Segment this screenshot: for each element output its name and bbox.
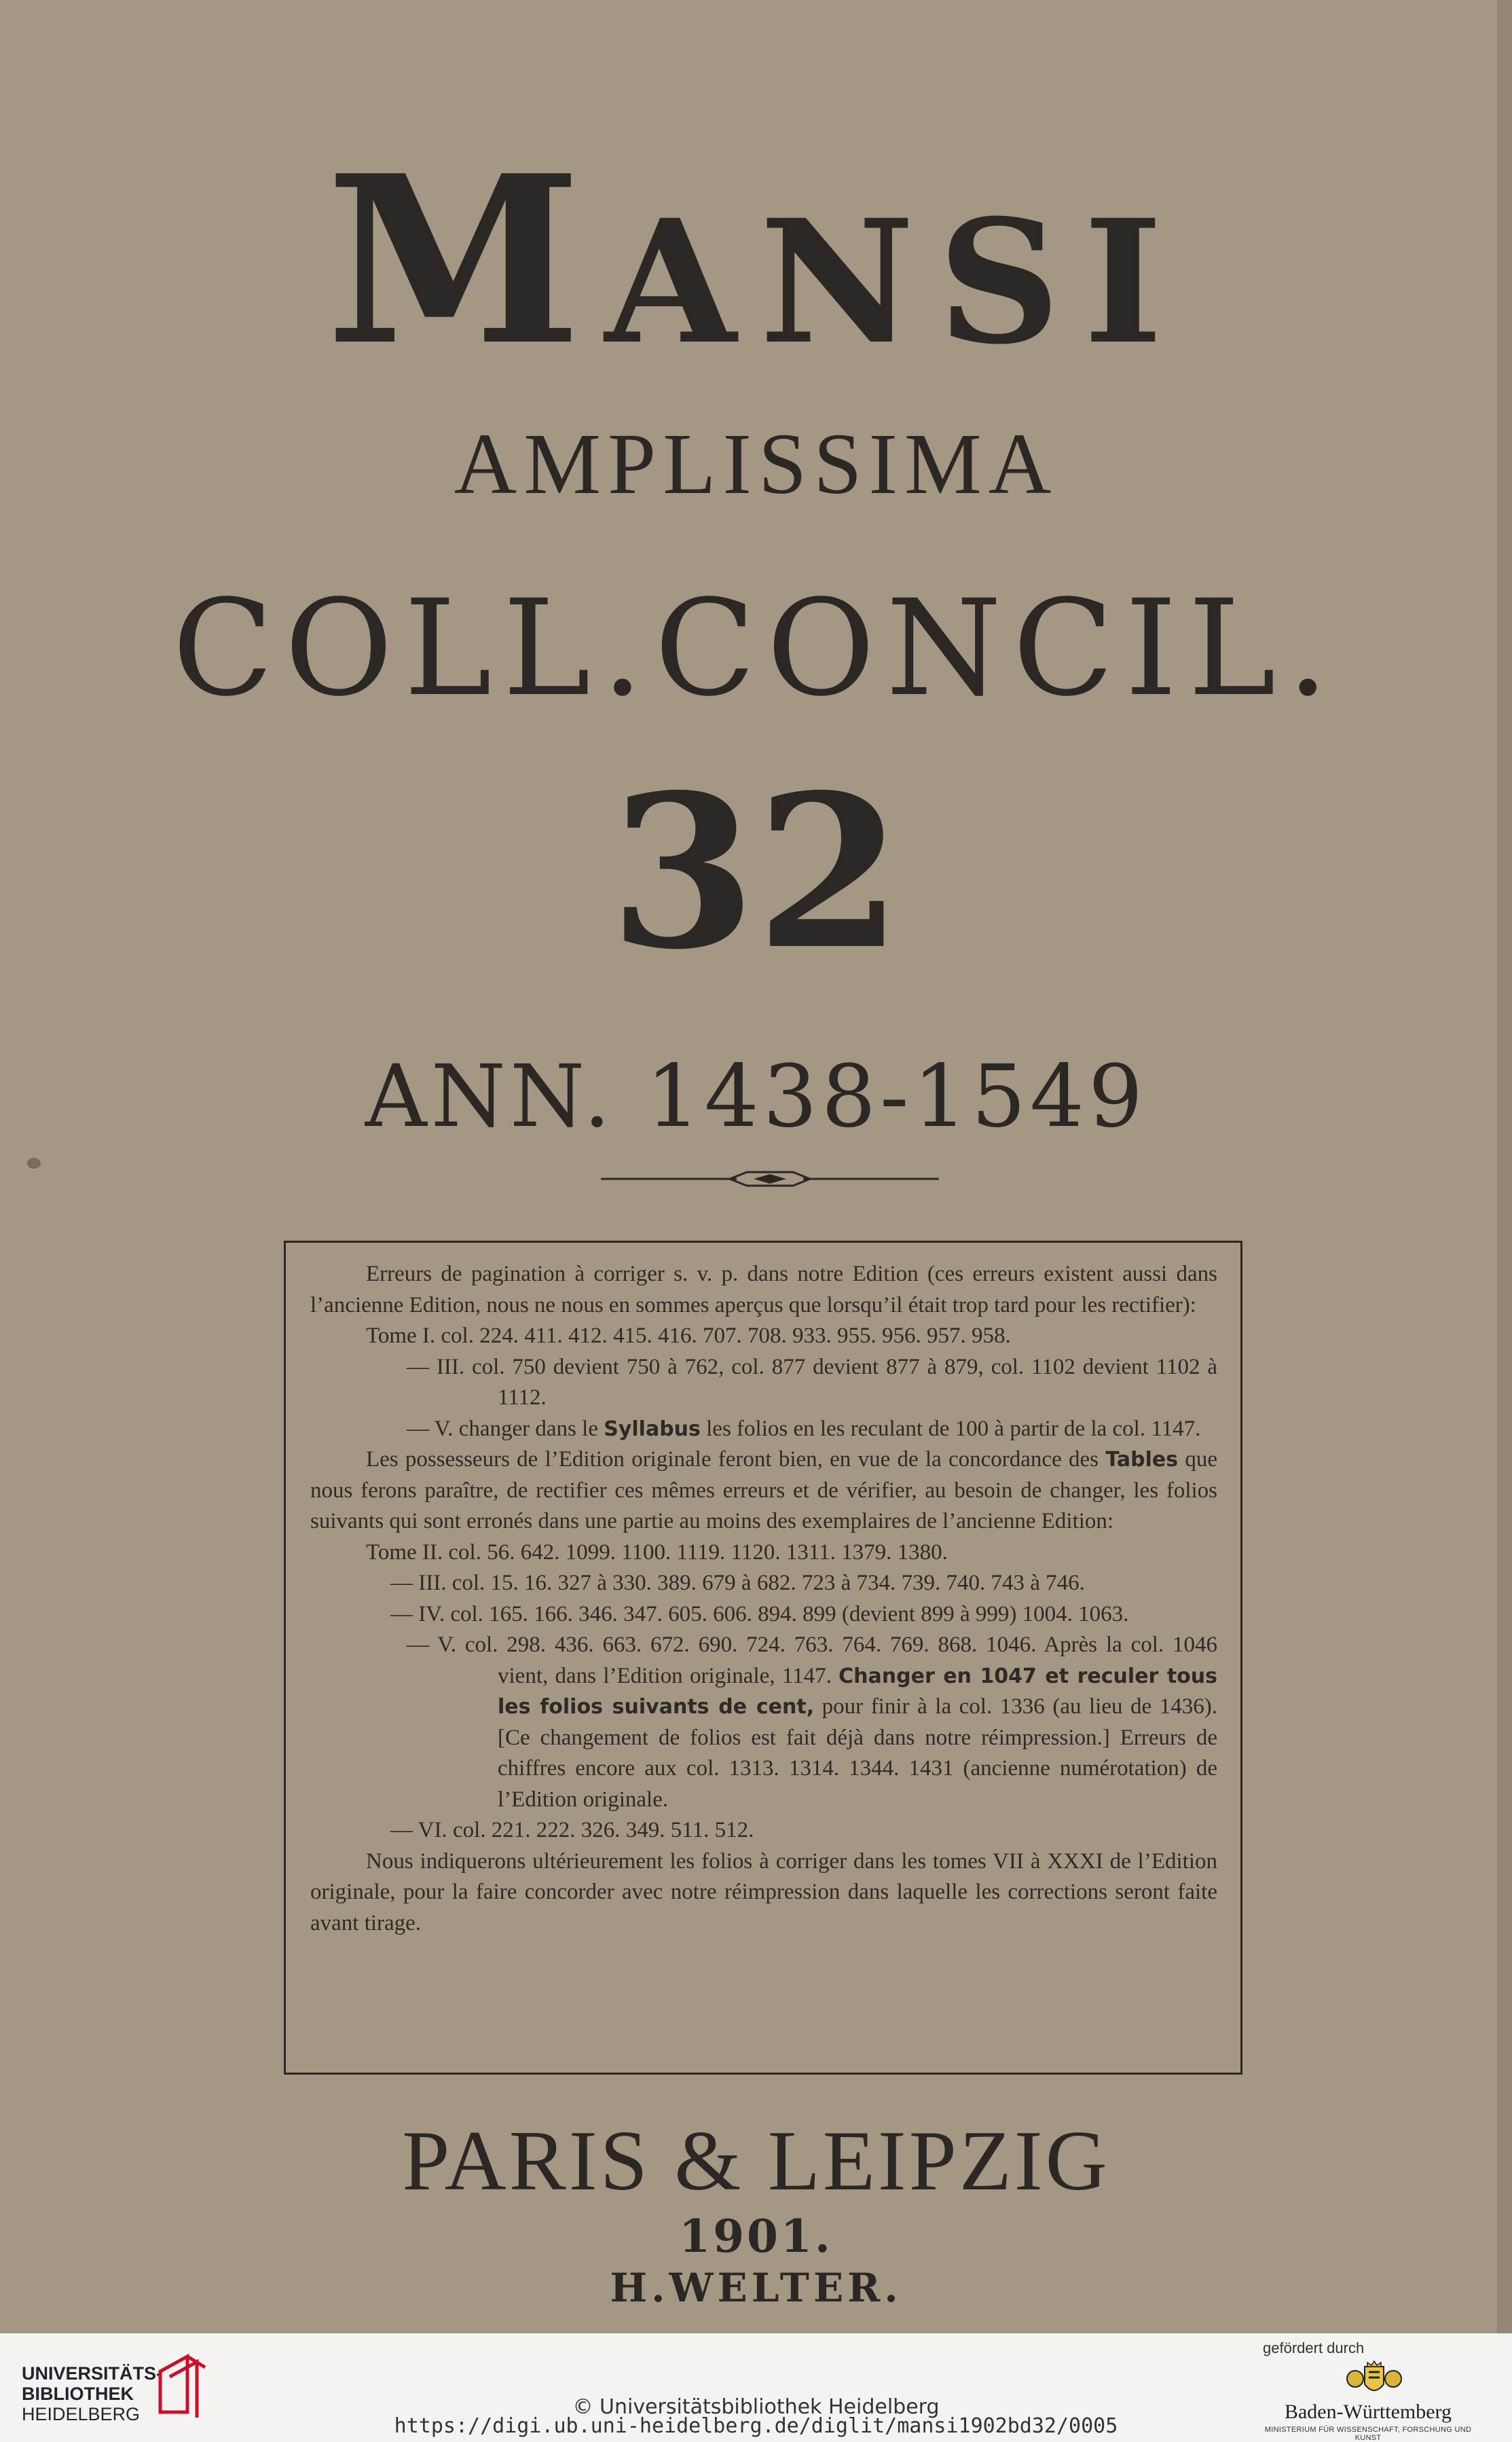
errata-owners-paragraph [310, 1444, 1217, 1537]
volume-number: 32 [609, 749, 903, 996]
title-mansi [0, 126, 1512, 397]
errata-list-tome-6: — VI. col. 221. 222. 326. 349. 511. 512. [390, 1818, 754, 1842]
errata-tome-5-rest: les folios en les reculant de 100 à partir de la col. 1147. [700, 1416, 1201, 1441]
errata-list-tome-3: — III. col. 15. 16. 327 à 330. 389. 679 à 682. 723 à 734. 739. 740. 743 à 746. [390, 1571, 1085, 1595]
errata-tome-5-text: — V. changer dans le [407, 1416, 604, 1441]
subtitle-amplissima: AMPLISSIMA [454, 416, 1058, 512]
errata-owners-text: Les possesseurs de l’Edition originale feront bien, en vue de la concordance des [366, 1447, 1106, 1472]
errata-tome-5 [310, 1414, 1217, 1445]
funder-name: Baden-Württemberg [1284, 2401, 1452, 2423]
errata-tome-1: Tome I. col. 224. 411. 412. 415. 416. 707. 708. 933. 955. 956. 957. 958. [366, 1324, 1011, 1348]
errata-list-tome-4: — IV. col. 165. 166. 346. 347. 605. 606. 894. 899 (devient 899 à 999) 1004. 1063. [390, 1601, 1129, 1626]
title-initial: M [326, 126, 605, 397]
errata-list-tome-5 [310, 1630, 1217, 1815]
copyright-notice: © Universitätsbibliothek Heidelberg [572, 2395, 940, 2419]
errata-list-tome-2: Tome II. col. 56. 642. 1099. 1100. 1119. 1120. 1311. 1379. 1380. [366, 1539, 948, 1565]
funder-ministry: MINISTERIUM FÜR WISSENSCHAFT, FORSCHUNG UND KUNST [1264, 2426, 1472, 2442]
year-range: ANN. 1438-1549 [365, 1046, 1147, 1146]
library-line-1: UNIVERSITÄTS- [22, 2363, 163, 2384]
errata-intro: Erreurs de pagination à corriger s. v. p. dans notre Edition (ces erreurs existent aussi dans l’ancienne Edition, nous ne nous en sommes aperçus que lorsqu’il était trop tard pour les rectifier): [310, 1262, 1217, 1317]
errata-list-tome-5-rest: pour finir à la col. 1336 (au lieu de 1436). [Ce changement de folios est fait déjà dans notre réimpression.] Erreurs de chiffres encore aux col. 1313. 1314. 1344. 1431 (ancienne numérotation) de l’Edition originale. [498, 1694, 1218, 1812]
ornament-divider-icon [601, 1167, 939, 1191]
errata-syllabus-bold: Syllabus [604, 1417, 701, 1441]
errata-tables-bold: Tables [1105, 1448, 1179, 1472]
title-rest: ANSI [604, 182, 1186, 382]
errata-box [284, 1241, 1242, 2075]
errata-closing: Nous indiquerons ultérieurement les folios à corriger dans les tomes VII à XXXI de l’Edition originale, pour la faire concorder avec notre réimpression dans laquelle les corrections seront faite avant tirage. [310, 1848, 1217, 1935]
imprint-publisher: H.WELTER. [610, 2265, 902, 2311]
imprint-year: 1901. [679, 2210, 833, 2263]
imprint-city: PARIS & LEIPZIG [402, 2114, 1110, 2208]
library-line-3: HEIDELBERG [22, 2404, 141, 2424]
library-line-2: BIBLIOTHEK [22, 2384, 134, 2404]
coat-of-arms-icon [1344, 2360, 1404, 2402]
errata-change-bold: Changer en 1047 et reculer tous les folios suivants de cent, [498, 1664, 1217, 1719]
errata-list-tome-5-text: — V. col. 298. 436. 663. 672. 690. 724. 763. 764. 769. 868. 1046. Après la col. 1046 vient, dans l’Edition originale, 1147. [407, 1633, 1217, 1688]
subtitle-collection: COLL.CONCIL. [172, 571, 1340, 725]
errata-owners-rest: que nous ferons paraître, de rectifier ces mêmes erreurs et de vérifier, au besoin de changer, les folios suivants qui sont erronés dans une partie au moins des exemplaires de l’ancienne Edition: [310, 1447, 1217, 1533]
funded-by-label: gefördert durch [1263, 2339, 1365, 2356]
errata-tome-3: — III. col. 750 devient 750 à 762, col. 877 devient 877 à 879, col. 1102 devient 1102 à 1112. [407, 1354, 1217, 1410]
permalink-url[interactable]: https://digi.ub.uni-heidelberg.de/diglit/mansi1902bd32/0005 [394, 2414, 1118, 2438]
paper-stain [27, 1158, 41, 1169]
